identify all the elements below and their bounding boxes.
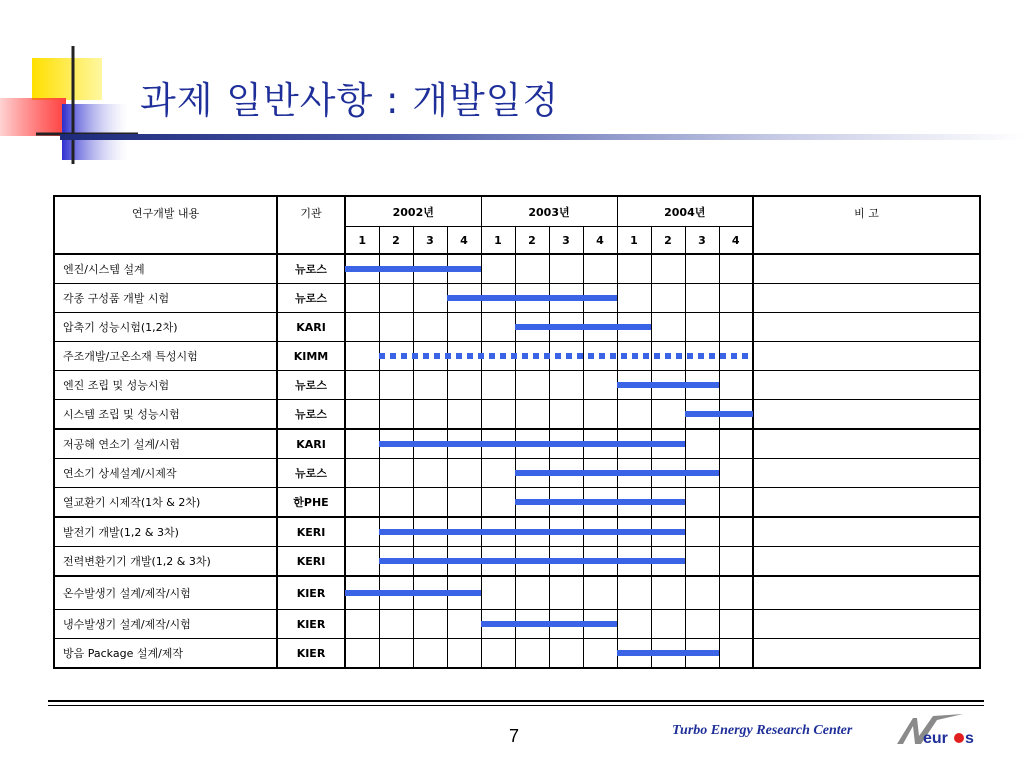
quarter-cell xyxy=(651,576,685,610)
quarter-cell xyxy=(515,400,549,430)
quarter-cell xyxy=(413,576,447,610)
quarter-cell xyxy=(651,517,685,547)
quarter-cell xyxy=(413,639,447,669)
task-name: 열교환기 시제작(1차 & 2차) xyxy=(54,488,277,518)
org-name: KERI xyxy=(277,547,345,577)
quarter-cell xyxy=(379,429,413,459)
note-cell xyxy=(753,610,980,639)
schedule-row xyxy=(54,400,980,430)
footer-rule xyxy=(48,700,984,702)
quarter-cell xyxy=(481,400,515,430)
quarter-cell xyxy=(447,576,481,610)
quarter-cell xyxy=(617,517,651,547)
header-row-years xyxy=(54,196,980,227)
quarter-cell xyxy=(515,284,549,313)
quarter-cell xyxy=(345,284,379,313)
org-name: KARI xyxy=(277,313,345,342)
quarter-cell xyxy=(549,342,583,371)
note-cell xyxy=(753,547,980,577)
quarter-cell xyxy=(583,488,617,518)
quarter-cell xyxy=(617,342,651,371)
quarter-cell xyxy=(447,459,481,488)
note-cell xyxy=(753,517,980,547)
quarter-cell xyxy=(345,547,379,577)
schedule-row xyxy=(54,284,980,313)
schedule-row xyxy=(54,313,980,342)
quarter-cell xyxy=(617,400,651,430)
quarter-cell xyxy=(617,576,651,610)
svg-text:s: s xyxy=(965,730,974,747)
quarter-cell xyxy=(447,639,481,669)
quarter-cell xyxy=(515,547,549,577)
quarter-cell xyxy=(617,610,651,639)
schedule-row xyxy=(54,547,980,577)
quarter-cell xyxy=(617,313,651,342)
quarter-cell xyxy=(651,313,685,342)
quarter-cell xyxy=(617,254,651,284)
quarter-cell xyxy=(447,547,481,577)
quarter-cell xyxy=(549,576,583,610)
header-org: 기관 xyxy=(277,196,345,254)
quarter-cell xyxy=(447,313,481,342)
neuros-logo xyxy=(893,710,983,750)
quarter-cell xyxy=(651,488,685,518)
header-note: 비 고 xyxy=(753,196,980,254)
task-name: 저공해 연소기 설계/시험 xyxy=(54,429,277,459)
org-name: 뉴로스 xyxy=(277,284,345,313)
quarter-cell xyxy=(413,313,447,342)
note-cell xyxy=(753,639,980,669)
quarter-cell xyxy=(583,400,617,430)
quarter-cell xyxy=(719,400,753,430)
quarter-cell xyxy=(379,371,413,400)
quarter-cell xyxy=(515,488,549,518)
org-name: KIMM xyxy=(277,342,345,371)
quarter-cell xyxy=(549,400,583,430)
quarter-cell xyxy=(651,400,685,430)
quarter-cell xyxy=(481,342,515,371)
org-name: KIER xyxy=(277,610,345,639)
schedule-row xyxy=(54,371,980,400)
quarter-cell xyxy=(549,254,583,284)
quarter-cell xyxy=(549,313,583,342)
quarter-cell xyxy=(515,371,549,400)
quarter-cell xyxy=(515,313,549,342)
quarter-cell xyxy=(549,284,583,313)
note-cell xyxy=(753,284,980,313)
schedule-row xyxy=(54,576,980,610)
quarter-cell xyxy=(481,284,515,313)
quarter-cell xyxy=(719,517,753,547)
header-year-2004: 2004년 xyxy=(617,196,753,227)
quarter-cell xyxy=(651,429,685,459)
quarter-cell xyxy=(447,371,481,400)
quarter-cell xyxy=(583,371,617,400)
quarter-cell xyxy=(413,429,447,459)
quarter-cell xyxy=(651,639,685,669)
quarter-cell xyxy=(685,610,719,639)
task-name: 각종 구성품 개발 시험 xyxy=(54,284,277,313)
slide-title: 과제 일반사항 : 개발일정 xyxy=(140,79,560,122)
quarter-cell xyxy=(345,342,379,371)
quarter-cell xyxy=(481,459,515,488)
quarter-cell xyxy=(719,610,753,639)
quarter-cell xyxy=(345,639,379,669)
quarter-cell xyxy=(719,576,753,610)
task-name: 연소기 상세설계/시제작 xyxy=(54,459,277,488)
quarter-cell xyxy=(379,517,413,547)
task-name: 냉수발생기 설계/제작/시험 xyxy=(54,610,277,639)
quarter-cell xyxy=(651,459,685,488)
quarter-cell xyxy=(413,342,447,371)
quarter-cell xyxy=(481,639,515,669)
quarter-cell xyxy=(617,459,651,488)
quarter-cell xyxy=(583,576,617,610)
quarter-cell xyxy=(515,254,549,284)
org-name: 뉴로스 xyxy=(277,400,345,430)
quarter-cell xyxy=(549,488,583,518)
schedule-row xyxy=(54,459,980,488)
quarter-cell xyxy=(379,254,413,284)
quarter-cell xyxy=(685,429,719,459)
quarter-cell xyxy=(583,547,617,577)
header-quarter: 4 xyxy=(447,227,481,255)
quarter-cell xyxy=(549,610,583,639)
quarter-cell xyxy=(379,488,413,518)
quarter-cell xyxy=(345,459,379,488)
task-name: 엔진 조립 및 성능시험 xyxy=(54,371,277,400)
title-underline xyxy=(60,134,1024,140)
org-name: KARI xyxy=(277,429,345,459)
svg-text:eur: eur xyxy=(923,730,948,747)
quarter-cell xyxy=(719,254,753,284)
quarter-cell xyxy=(685,371,719,400)
quarter-cell xyxy=(379,284,413,313)
schedule-row xyxy=(54,639,980,669)
quarter-cell xyxy=(447,284,481,313)
header-quarter: 2 xyxy=(379,227,413,255)
quarter-cell xyxy=(481,429,515,459)
quarter-cell xyxy=(617,284,651,313)
quarter-cell xyxy=(617,547,651,577)
quarter-cell xyxy=(413,547,447,577)
quarter-cell xyxy=(413,459,447,488)
quarter-cell xyxy=(719,459,753,488)
quarter-cell xyxy=(583,284,617,313)
quarter-cell xyxy=(685,284,719,313)
quarter-cell xyxy=(549,517,583,547)
quarter-cell xyxy=(345,429,379,459)
schedule-row xyxy=(54,342,980,371)
quarter-cell xyxy=(583,429,617,459)
quarter-cell xyxy=(379,342,413,371)
quarter-cell xyxy=(345,488,379,518)
header-quarter: 2 xyxy=(651,227,685,255)
quarter-cell xyxy=(685,517,719,547)
quarter-cell xyxy=(345,313,379,342)
page-number: 7 xyxy=(509,726,520,746)
quarter-cell xyxy=(413,254,447,284)
quarter-cell xyxy=(481,371,515,400)
schedule-row xyxy=(54,429,980,459)
task-name: 발전기 개발(1,2 & 3차) xyxy=(54,517,277,547)
org-name: KIER xyxy=(277,639,345,669)
quarter-cell xyxy=(685,342,719,371)
quarter-cell xyxy=(481,313,515,342)
org-name: KIER xyxy=(277,576,345,610)
quarter-cell xyxy=(651,254,685,284)
header-quarter: 3 xyxy=(413,227,447,255)
quarter-cell xyxy=(379,459,413,488)
quarter-cell xyxy=(583,254,617,284)
quarter-cell xyxy=(481,488,515,518)
quarter-cell xyxy=(583,610,617,639)
header-quarter: 4 xyxy=(719,227,753,255)
quarter-cell xyxy=(413,488,447,518)
schedule-row xyxy=(54,254,980,284)
quarter-cell xyxy=(447,400,481,430)
quarter-cell xyxy=(719,342,753,371)
quarter-cell xyxy=(345,254,379,284)
header-quarter: 4 xyxy=(583,227,617,255)
quarter-cell xyxy=(413,400,447,430)
quarter-cell xyxy=(719,371,753,400)
note-cell xyxy=(753,488,980,518)
quarter-cell xyxy=(345,610,379,639)
quarter-cell xyxy=(685,400,719,430)
task-name: 방음 Package 설계/제작 xyxy=(54,639,277,669)
quarter-cell xyxy=(515,610,549,639)
quarter-cell xyxy=(685,639,719,669)
quarter-cell xyxy=(345,517,379,547)
quarter-cell xyxy=(447,342,481,371)
quarter-cell xyxy=(719,639,753,669)
org-name: 뉴로스 xyxy=(277,459,345,488)
quarter-cell xyxy=(515,517,549,547)
org-name: 뉴로스 xyxy=(277,371,345,400)
quarter-cell xyxy=(379,610,413,639)
quarter-cell xyxy=(617,488,651,518)
quarter-cell xyxy=(719,547,753,577)
note-cell xyxy=(753,371,980,400)
quarter-cell xyxy=(379,400,413,430)
quarter-cell xyxy=(413,371,447,400)
quarter-cell xyxy=(515,639,549,669)
org-name: 한PHE xyxy=(277,488,345,518)
header-year-2003: 2003년 xyxy=(481,196,617,227)
quarter-cell xyxy=(379,576,413,610)
quarter-cell xyxy=(617,371,651,400)
quarter-cell xyxy=(413,517,447,547)
quarter-cell xyxy=(719,429,753,459)
quarter-cell xyxy=(583,517,617,547)
quarter-cell xyxy=(719,488,753,518)
quarter-cell xyxy=(651,610,685,639)
note-cell xyxy=(753,313,980,342)
quarter-cell xyxy=(685,254,719,284)
header-quarter: 2 xyxy=(515,227,549,255)
schedule-table xyxy=(53,195,981,669)
quarter-cell xyxy=(379,639,413,669)
header-quarter: 1 xyxy=(481,227,515,255)
decorative-squares-logo xyxy=(0,40,140,170)
schedule-row xyxy=(54,610,980,639)
quarter-cell xyxy=(685,576,719,610)
quarter-cell xyxy=(447,429,481,459)
quarter-cell xyxy=(719,313,753,342)
quarter-cell xyxy=(481,547,515,577)
quarter-cell xyxy=(515,342,549,371)
quarter-cell xyxy=(345,371,379,400)
quarter-cell xyxy=(515,459,549,488)
quarter-cell xyxy=(617,639,651,669)
quarter-cell xyxy=(583,342,617,371)
note-cell xyxy=(753,576,980,610)
quarter-cell xyxy=(379,313,413,342)
footer-rule-thin xyxy=(48,705,984,706)
quarter-cell xyxy=(447,488,481,518)
quarter-cell xyxy=(345,576,379,610)
quarter-cell xyxy=(447,254,481,284)
quarter-cell xyxy=(583,313,617,342)
quarter-cell xyxy=(685,488,719,518)
quarter-cell xyxy=(515,576,549,610)
note-cell xyxy=(753,429,980,459)
org-name: KERI xyxy=(277,517,345,547)
quarter-cell xyxy=(549,429,583,459)
header-quarter: 1 xyxy=(345,227,379,255)
quarter-cell xyxy=(447,517,481,547)
quarter-cell xyxy=(413,284,447,313)
header-task: 연구개발 내용 xyxy=(54,196,277,254)
note-cell xyxy=(753,459,980,488)
quarter-cell xyxy=(651,284,685,313)
quarter-cell xyxy=(481,576,515,610)
quarter-cell xyxy=(515,429,549,459)
quarter-cell xyxy=(583,639,617,669)
task-name: 온수발생기 설계/제작/시험 xyxy=(54,576,277,610)
task-name: 엔진/시스템 설계 xyxy=(54,254,277,284)
quarter-cell xyxy=(685,547,719,577)
note-cell xyxy=(753,342,980,371)
quarter-cell xyxy=(617,429,651,459)
quarter-cell xyxy=(583,459,617,488)
header-quarter: 3 xyxy=(549,227,583,255)
quarter-cell xyxy=(345,400,379,430)
quarter-cell xyxy=(481,254,515,284)
quarter-cell xyxy=(651,547,685,577)
task-name: 전력변환기기 개발(1,2 & 3차) xyxy=(54,547,277,577)
note-cell xyxy=(753,254,980,284)
footer-org-name: Turbo Energy Research Center xyxy=(672,723,853,738)
quarter-cell xyxy=(549,459,583,488)
quarter-cell xyxy=(481,517,515,547)
header-quarter: 3 xyxy=(685,227,719,255)
schedule-row xyxy=(54,517,980,547)
quarter-cell xyxy=(413,610,447,639)
quarter-cell xyxy=(481,610,515,639)
note-cell xyxy=(753,400,980,430)
quarter-cell xyxy=(685,313,719,342)
header-quarter: 1 xyxy=(617,227,651,255)
schedule-row xyxy=(54,488,980,518)
quarter-cell xyxy=(651,342,685,371)
task-name: 압축기 성능시험(1,2차) xyxy=(54,313,277,342)
quarter-cell xyxy=(549,547,583,577)
header-year-2002: 2002년 xyxy=(345,196,481,227)
quarter-cell xyxy=(549,639,583,669)
org-name: 뉴로스 xyxy=(277,254,345,284)
task-name: 주조개발/고온소재 특성시험 xyxy=(54,342,277,371)
quarter-cell xyxy=(651,371,685,400)
quarter-cell xyxy=(379,547,413,577)
task-name: 시스템 조립 및 성능시험 xyxy=(54,400,277,430)
quarter-cell xyxy=(549,371,583,400)
quarter-cell xyxy=(685,459,719,488)
quarter-cell xyxy=(447,610,481,639)
quarter-cell xyxy=(719,284,753,313)
